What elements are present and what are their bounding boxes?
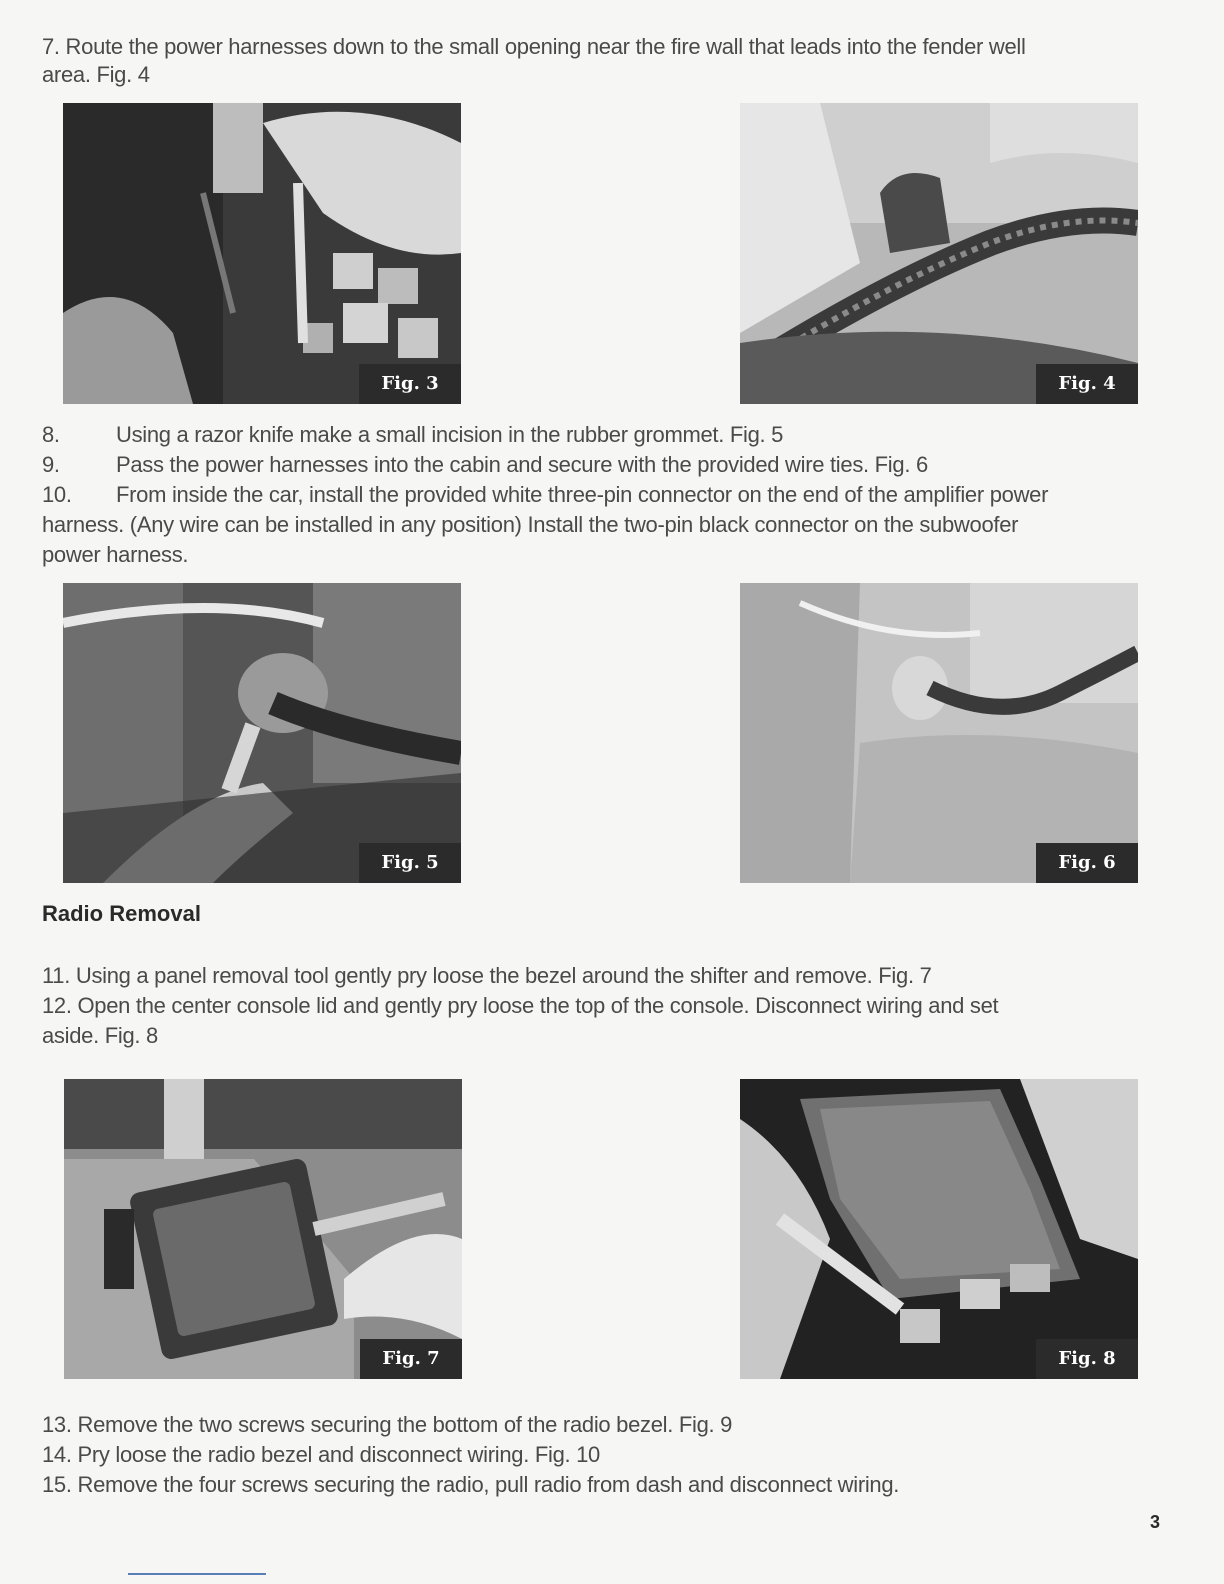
figure-6-photo <box>740 583 1138 883</box>
step-9 <box>42 450 928 480</box>
step-10-line-3: power harness. <box>42 542 189 567</box>
step-12-line-2: aside. Fig. 8 <box>42 1023 158 1048</box>
figure-6-label: Fig. 6 <box>1036 843 1138 883</box>
step-9-number: 9. <box>42 452 60 477</box>
step-14: 14. Pry loose the radio bezel and disconnect wiring. Fig. 10 <box>42 1442 600 1467</box>
section-heading: Radio Removal <box>42 901 201 926</box>
footer-rule <box>128 1573 266 1575</box>
step-7-line-2: area. Fig. 4 <box>42 62 150 87</box>
figure-8-photo <box>740 1079 1138 1379</box>
figure-7-label: Fig. 7 <box>360 1339 462 1379</box>
step-8-number: 8. <box>42 422 60 447</box>
step-8 <box>42 420 783 450</box>
figure-4-label: Fig. 4 <box>1036 364 1138 404</box>
step-13: 13. Remove the two screws securing the bottom of the radio bezel. Fig. 9 <box>42 1412 733 1437</box>
figure-3-photo <box>63 103 461 404</box>
figure-5-photo <box>63 583 461 883</box>
step-10 <box>42 480 1048 510</box>
step-12-line-1: 12. Open the center console lid and gently pry loose the top of the console. Disconnect wiring and set <box>42 993 999 1018</box>
step-11: 11. Using a panel removal tool gently pry loose the bezel around the shifter and remove. Fig. 7 <box>42 963 932 988</box>
figure-5-label: Fig. 5 <box>359 843 461 883</box>
step-15: 15. Remove the four screws securing the radio, pull radio from dash and disconnect wiring. <box>42 1472 900 1497</box>
step-9-text: Pass the power harnesses into the cabin and secure with the provided wire ties. Fig. 6 <box>116 452 928 477</box>
page-number: 3 <box>1150 1512 1161 1532</box>
figure-7-photo <box>64 1079 462 1379</box>
step-10-text: From inside the car, install the provided white three-pin connector on the end of the amplifier power <box>116 482 1049 507</box>
step-7-line-1: 7. Route the power harnesses down to the small opening near the fire wall that leads into the fender well <box>42 34 1026 59</box>
step-10-line-2: harness. (Any wire can be installed in any position) Install the two-pin black connector on the subwoofer <box>42 512 1019 537</box>
figure-8-label: Fig. 8 <box>1036 1339 1138 1379</box>
figure-4-photo <box>740 103 1138 404</box>
step-8-text: Using a razor knife make a small incision in the rubber grommet. Fig. 5 <box>116 422 784 447</box>
step-10-number: 10. <box>42 482 72 507</box>
figure-3-label: Fig. 3 <box>359 364 461 404</box>
